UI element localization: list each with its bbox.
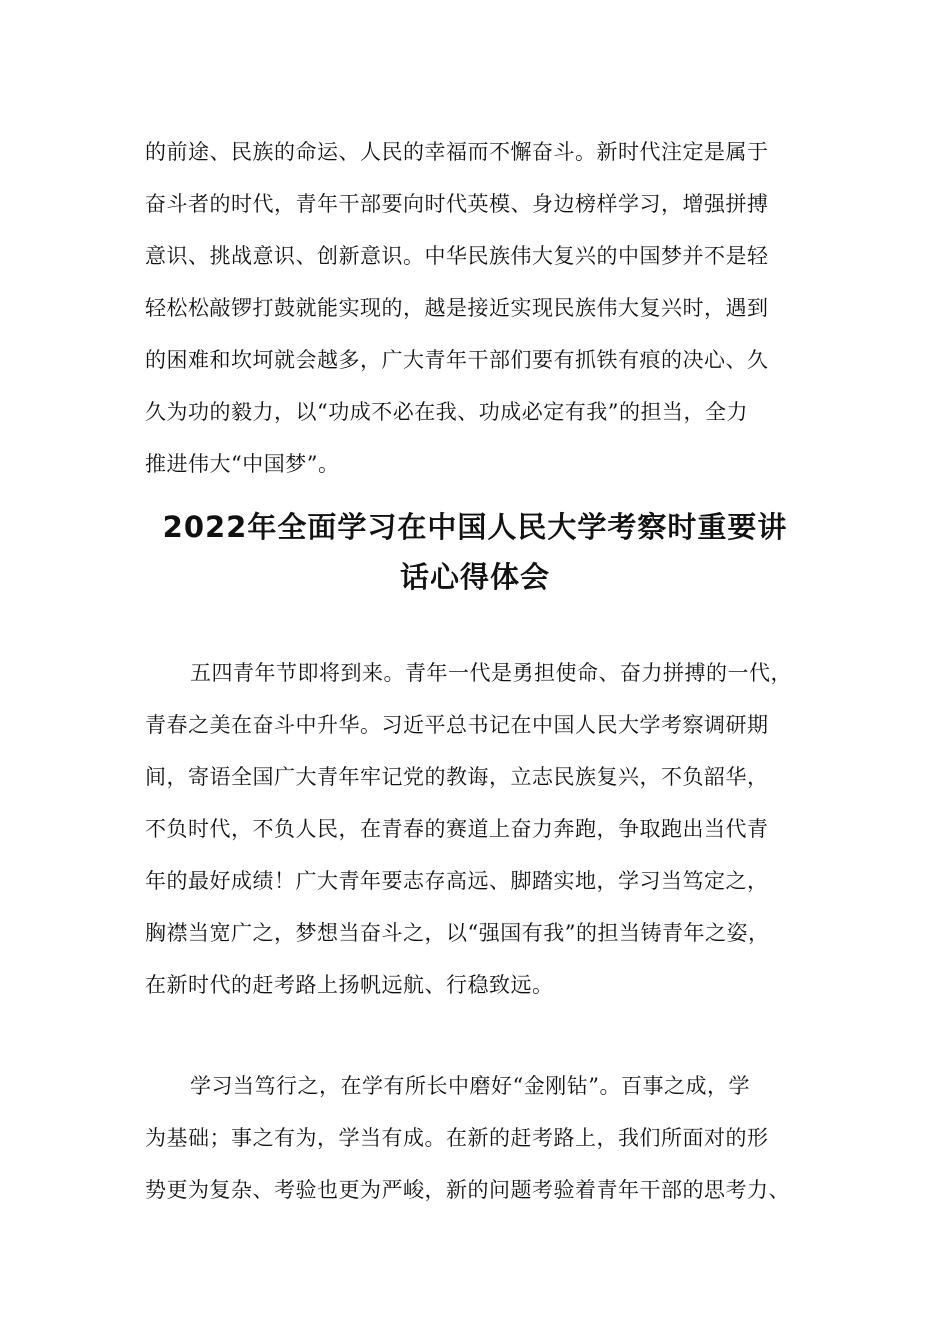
paragraph-line: 在新时代的赶考路上扬帆远航、行稳致远。	[145, 973, 554, 997]
paragraph-line: 为基础；事之有为，学当有成。在新的赶考路上，我们所面对的形	[145, 1126, 769, 1150]
document-title-line-2: 话心得体会	[399, 560, 550, 594]
paragraph-line: 年的最好成绩！广大青年要志存高远、脚踏实地，学习当笃定之，	[145, 869, 769, 893]
paragraph-line: 推进伟大“中国梦”。	[145, 452, 340, 476]
paragraph-line: 的困难和坎坷就会越多，广大青年干部们要有抓铁有痕的决心、久	[145, 348, 769, 372]
paragraph-line: 五四青年节即将到来。青年一代是勇担使命、奋力拼搏的一代，	[190, 661, 792, 685]
paragraph-line: 奋斗者的时代，青年干部要向时代英模、身边榜样学习，增强拼搏	[145, 192, 769, 216]
document-title-line-1: 2022年全面学习在中国人民大学考察时重要讲	[162, 510, 788, 544]
paragraph-line: 学习当笃行之，在学有所长中磨好“金刚钻”。百事之成，学	[190, 1074, 750, 1098]
paragraph-line: 久为功的毅力，以“功成不必在我、功成必定有我”的担当，全力	[145, 400, 748, 424]
paragraph-line: 意识、挑战意识、创新意识。中华民族伟大复兴的中国梦并不是轻	[145, 244, 769, 268]
paragraph-line: 胸襟当宽广之，梦想当奋斗之，以“强国有我”的担当铸青年之姿，	[145, 921, 770, 945]
paragraph-line: 轻松松敲锣打鼓就能实现的，越是接近实现民族伟大复兴时，遇到	[145, 296, 769, 320]
paragraph-line: 势更为复杂、考验也更为严峻，新的问题考验着青年干部的思考力、	[145, 1178, 790, 1202]
paragraph-line: 的前途、民族的命运、人民的幸福而不懈奋斗。新时代注定是属于	[145, 140, 769, 164]
paragraph-line: 不负时代，不负人民，在青春的赛道上奋力奔跑，争取跑出当代青	[145, 817, 769, 841]
paragraph-line: 间，寄语全国广大青年牢记党的教诲，立志民族复兴，不负韶华，	[145, 765, 769, 789]
paragraph-line: 青春之美在奋斗中升华。习近平总书记在中国人民大学考察调研期	[145, 713, 769, 737]
